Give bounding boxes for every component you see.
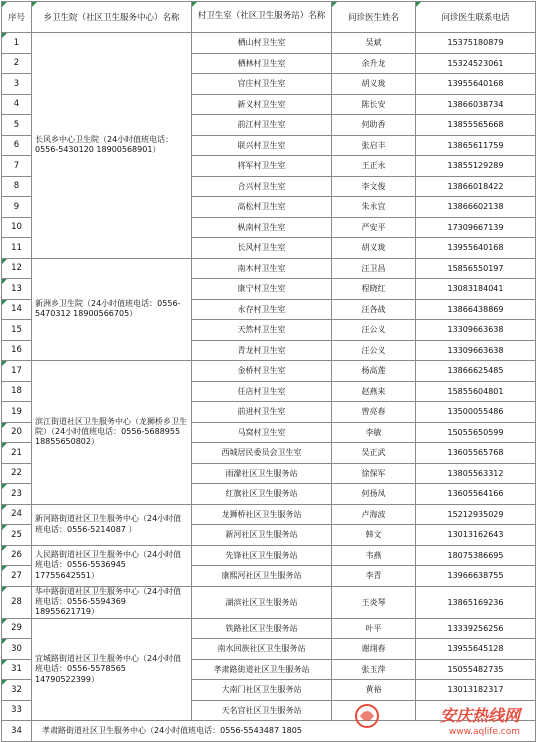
header-hospital: 乡卫生院（社区卫生服务中心）名称 [32, 2, 192, 33]
doctor-phone: 13955640168 [416, 238, 536, 259]
doctor-phone: 13805563312 [416, 463, 536, 484]
header-station: 村卫生室（社区卫生服务站）名称 [192, 2, 332, 33]
station-name: 铁路社区卫生服务站 [192, 618, 332, 639]
table-row [2, 33, 536, 54]
row-number: 27 [2, 566, 32, 587]
station-name: 新河社区卫生服务站 [192, 525, 332, 546]
row-number: 1 [2, 33, 32, 54]
station-name: 新义村卫生室 [192, 94, 332, 115]
row-number: 10 [2, 217, 32, 238]
doctor-name: 朱永宜 [332, 197, 416, 218]
row-number: 20 [2, 422, 32, 443]
doctor-phone: 13865611759 [416, 135, 536, 156]
doctor-name: 程晓红 [332, 279, 416, 300]
doctor-name: 杨高莲 [332, 361, 416, 382]
station-name: 合兴村卫生室 [192, 176, 332, 197]
doctor-phone: 13500055486 [416, 402, 536, 423]
table-row [2, 258, 536, 279]
doctor-phone: 15324523061 [416, 53, 536, 74]
header-row [2, 2, 536, 33]
row-number: 14 [2, 299, 32, 320]
doctor-phone: 13083184041 [416, 279, 536, 300]
station-name: 天名宫社区卫生服务站 [192, 700, 332, 721]
station-name: 大南门社区卫生服务站 [192, 680, 332, 701]
doctor-name: 吴正武 [332, 443, 416, 464]
station-name: 栖林村卫生室 [192, 53, 332, 74]
doctor-phone: 13013182317 [416, 680, 536, 701]
row-number: 12 [2, 258, 32, 279]
doctor-phone: 13339256256 [416, 618, 536, 639]
watermark-logo [350, 701, 530, 737]
station-name: 将军村卫生室 [192, 156, 332, 177]
station-name: 官庄村卫生室 [192, 74, 332, 95]
row-number: 11 [2, 238, 32, 259]
header-phone: 问诊医生联系电话 [416, 2, 536, 33]
doctor-name: 叶平 [332, 618, 416, 639]
doctor-name: 汪各战 [332, 299, 416, 320]
doctor-phone: 13866018422 [416, 176, 536, 197]
doctor-name: 韩文 [332, 525, 416, 546]
doctor-name: 李青 [332, 566, 416, 587]
row-number: 3 [2, 74, 32, 95]
doctor-name: 张启丰 [332, 135, 416, 156]
doctor-phone: 13866038734 [416, 94, 536, 115]
doctor-phone: 13855129289 [416, 156, 536, 177]
doctor-phone: 13855565668 [416, 115, 536, 136]
doctor-name: 黄裕 [332, 680, 416, 701]
row-number: 21 [2, 443, 32, 464]
row-number: 32 [2, 680, 32, 701]
doctor-phone: 13865169236 [416, 586, 536, 618]
station-name: 龙狮桥社区卫生服务站 [192, 504, 332, 525]
station-name: 雨濛社区卫生服务站 [192, 463, 332, 484]
doctor-name: 韦燕 [332, 545, 416, 566]
station-name: 孝肃路街道社区卫生服务站 [192, 659, 332, 680]
station-name: 任店村卫生室 [192, 381, 332, 402]
doctor-phone: 13605565768 [416, 443, 536, 464]
doctor-name: 张玉萍 [332, 659, 416, 680]
row-number: 18 [2, 381, 32, 402]
watermark-icon [352, 701, 382, 731]
station-name: 天然村卫生室 [192, 320, 332, 341]
doctor-phone: 13866438869 [416, 299, 536, 320]
row-number: 30 [2, 639, 32, 660]
row-number: 8 [2, 176, 32, 197]
doctor-name: 汪卫昌 [332, 258, 416, 279]
table-row [2, 545, 536, 566]
doctor-phone: 13955645128 [416, 639, 536, 660]
doctor-name: 汪公义 [332, 320, 416, 341]
doctor-name: 谢翊春 [332, 639, 416, 660]
row-number: 17 [2, 361, 32, 382]
row-number: 16 [2, 340, 32, 361]
doctor-phone: 13955640168 [416, 74, 536, 95]
doctor-name: 陈长安 [332, 94, 416, 115]
hospital-name: 新洲乡卫生院（24小时值班电话：0556-5470312 18900566705） [32, 258, 192, 361]
doctor-name: 吴斌 [332, 33, 416, 54]
doctor-name: 卢海波 [332, 504, 416, 525]
doctor-name: 何助香 [332, 115, 416, 136]
header-doctor: 问诊医生姓名 [332, 2, 416, 33]
doctor-name: 曾亮春 [332, 402, 416, 423]
doctor-name: 严安平 [332, 217, 416, 238]
doctor-phone: 13966638755 [416, 566, 536, 587]
row-number: 7 [2, 156, 32, 177]
row-number: 25 [2, 525, 32, 546]
doctor-name: 何扬凤 [332, 484, 416, 505]
row-number: 34 [2, 721, 32, 742]
doctor-name: 徐保军 [332, 463, 416, 484]
row-number: 9 [2, 197, 32, 218]
doctor-phone: 15055482735 [416, 659, 536, 680]
table-row [2, 618, 536, 639]
hospital-name: 长风乡中心卫生院（24小时值班电话：0556-5430120 18900568901） [32, 33, 192, 259]
doctor-phone: 18075386695 [416, 545, 536, 566]
header-no: 序号 [2, 2, 32, 33]
table-body [2, 33, 536, 742]
station-name: 先锋社区卫生服务站 [192, 545, 332, 566]
doctor-contact-table [1, 1, 536, 742]
row-number: 22 [2, 463, 32, 484]
hospital-name: 孝肃路街道社区卫生服务中心（24小时值班电话：0556-5543487 1805 [32, 721, 536, 742]
station-name: 湖滨社区卫生服务站 [192, 586, 332, 618]
row-number: 29 [2, 618, 32, 639]
doctor-name: 汪公义 [332, 340, 416, 361]
doctor-name: 王正永 [332, 156, 416, 177]
doctor-phone: 13013162643 [416, 525, 536, 546]
watermark-text: 安庆热线网 [439, 706, 520, 725]
station-name: 高松村卫生室 [192, 197, 332, 218]
table-row [2, 504, 536, 525]
doctor-phone: 15375180879 [416, 33, 536, 54]
station-name: 前进村卫生室 [192, 402, 332, 423]
doctor-phone: 15212935029 [416, 504, 536, 525]
row-number: 6 [2, 135, 32, 156]
station-name: 永存村卫生室 [192, 299, 332, 320]
row-number: 23 [2, 484, 32, 505]
doctor-phone: 15855604801 [416, 381, 536, 402]
row-number: 4 [2, 94, 32, 115]
row-number: 19 [2, 402, 32, 423]
row-number: 15 [2, 320, 32, 341]
station-name: 长风村卫生室 [192, 238, 332, 259]
row-number: 24 [2, 504, 32, 525]
doctor-name: 胡义珑 [332, 238, 416, 259]
station-name: 南水回族社区卫生服务站 [192, 639, 332, 660]
doctor-phone: 13866602138 [416, 197, 536, 218]
doctor-phone: 13866625485 [416, 361, 536, 382]
station-name: 枞南村卫生室 [192, 217, 332, 238]
station-name: 康熙河社区卫生服务站 [192, 566, 332, 587]
station-name: 联兴村卫生室 [192, 135, 332, 156]
table-row [2, 361, 536, 382]
doctor-name: 赵燕来 [332, 381, 416, 402]
row-number: 2 [2, 53, 32, 74]
row-number: 26 [2, 545, 32, 566]
hospital-name: 滨江街道社区卫生服务中心（龙狮桥乡卫生院）（24小时值班电话：0556-5688955 18855650802） [32, 361, 192, 505]
station-name: 康宁村卫生室 [192, 279, 332, 300]
hospital-name: 宜城路街道社区卫生服务中心（24小时值班电话：0556-5578565 14790522399） [32, 618, 192, 721]
row-number: 31 [2, 659, 32, 680]
doctor-name: 余升龙 [332, 53, 416, 74]
station-name: 马窝村卫生室 [192, 422, 332, 443]
station-name: 栖山村卫生室 [192, 33, 332, 54]
station-name: 红旗社区卫生服务站 [192, 484, 332, 505]
doctor-phone: 13309663638 [416, 340, 536, 361]
station-name: 西城居民委员会卫生室 [192, 443, 332, 464]
row-number: 13 [2, 279, 32, 300]
row-number: 33 [2, 700, 32, 721]
hospital-name: 人民路街道社区卫生服务中心（24小时值班电话：0556-5536945 17755642551） [32, 545, 192, 586]
table-row [2, 586, 536, 618]
doctor-name: 胡义珑 [332, 74, 416, 95]
station-name: 南木村卫生室 [192, 258, 332, 279]
doctor-name: 李敏 [332, 422, 416, 443]
doctor-phone: 15856550197 [416, 258, 536, 279]
hospital-name: 华中路街道社区卫生服务中心（24小时值班电话：0556-5594369 18955621719） [32, 586, 192, 618]
doctor-phone: 13309663638 [416, 320, 536, 341]
doctor-name: 李文俊 [332, 176, 416, 197]
hospital-name: 新河路街道社区卫生服务中心（24小时值班电话：0556-5214087 ） [32, 504, 192, 545]
doctor-name: 王炎琴 [332, 586, 416, 618]
row-number: 28 [2, 586, 32, 618]
doctor-phone: 13605564166 [416, 484, 536, 505]
doctor-phone: 15055650599 [416, 422, 536, 443]
station-name: 前江村卫生室 [192, 115, 332, 136]
station-name: 金桥村卫生室 [192, 361, 332, 382]
watermark-url: www.aqlife.com [448, 727, 520, 737]
row-number: 5 [2, 115, 32, 136]
doctor-phone: 17309667139 [416, 217, 536, 238]
station-name: 青龙村卫生室 [192, 340, 332, 361]
